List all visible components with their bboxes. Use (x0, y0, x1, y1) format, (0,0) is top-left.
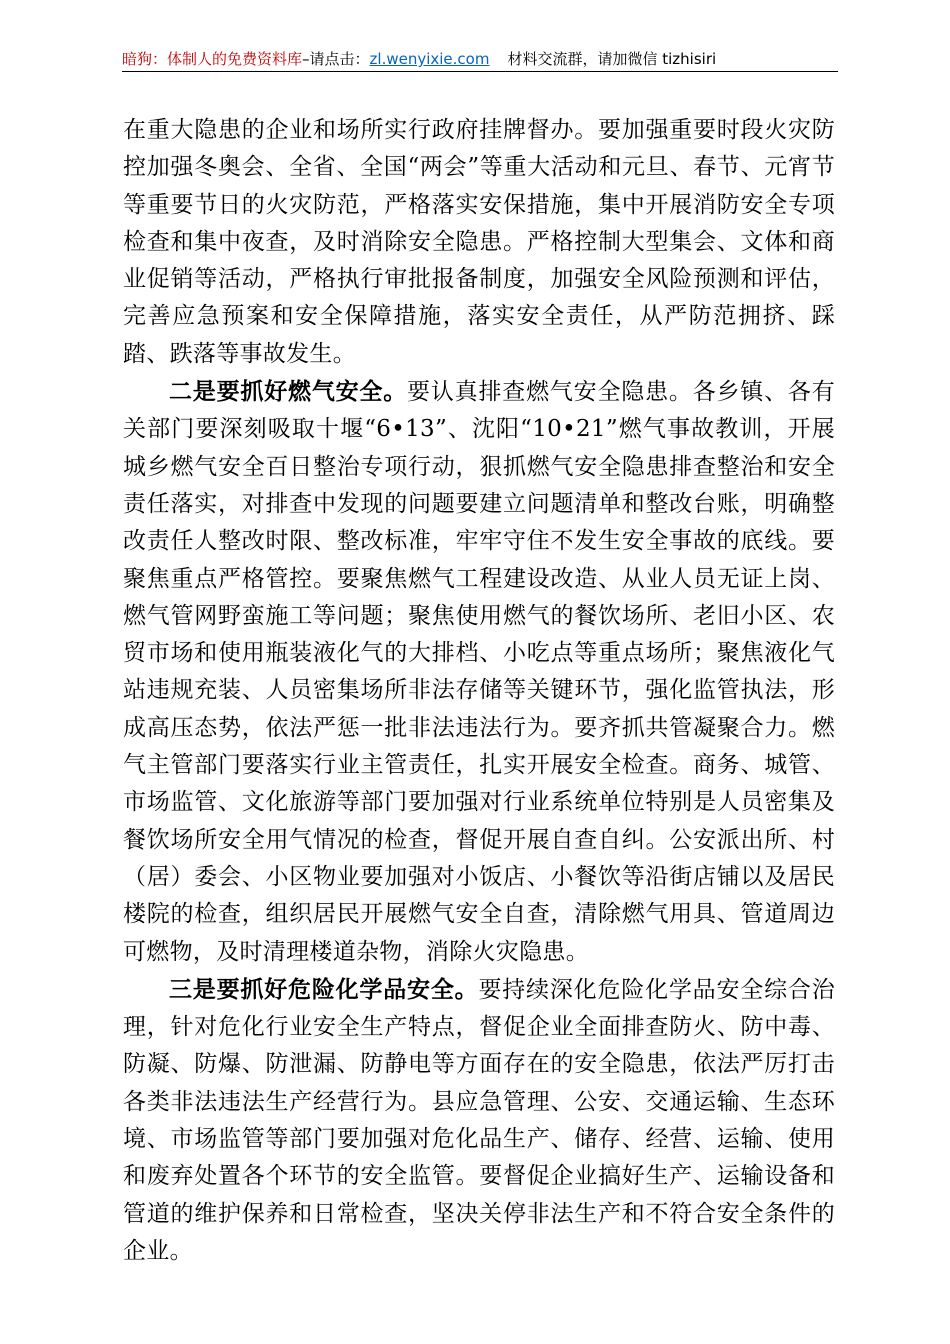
paragraph-text: 在重大隐患的企业和场所实行政府挂牌督办。要加强重要时段火灾防控加强冬奥会、全省、全国“两会”等重大活动和元旦、春节、元宵节等重要节日的火灾防范，严格落实安保措施，集中开展消防安全专项检查和集中夜查，及时消除安全隐患。严格控制大型集会、文体和商业促销等活动，严格执行审批报备制度，加强安全风险预测和评估，完善应急预案和安全保障措施，落实安全责任，从严防范拥挤、踩踏、跌落等事故发生。 (123, 117, 835, 367)
header-wechat-note: 材料交流群，请加微信 tizhisiri (507, 50, 717, 68)
paragraph-heading: 二是要抓好燃气安全。 (169, 378, 408, 406)
paragraph-continued (123, 112, 835, 373)
paragraph-text: 要持续深化危险化学品安全综合治理，针对危化行业安全生产特点，督促企业全面排查防火、防中毒、防凝、防爆、防泄漏、防静电等方面存在的安全隐患，依法严厉打击各类非法违法生产经营行为。县应急管理、公安、交通运输、生态环境、市场监管等部门要加强对危化品生产、储存、经营、运输、使用和废弃处置各个环节的安全监管。要督促企业搞好生产、运输设备和管道的维护保养和日常检查，坚决关停非法生产和不符合安全条件的企业。 (123, 976, 836, 1264)
header-divider (122, 71, 838, 72)
page-header (122, 46, 838, 72)
header-click-prompt: –请点击： (302, 50, 370, 68)
header-link[interactable]: zl.wenyixie.com (369, 50, 490, 68)
paragraph-text: 要认真排查燃气安全隐患。各乡镇、各有关部门要深刻吸取十堰“6•13”、沈阳“10•21”燃气事故教训，开展城乡燃气安全百日整治专项行动，狠抓燃气安全隐患排查整治和安全责任落实，对排查中发现的问题要建立问题清单和整改台账，明确整改责任人整改时限、整改标准，牢牢守住不发生安全事故的底线。要聚焦重点严格管控。要聚焦燃气工程建设改造、从业人员无证上岗、燃气管网野蛮施工等问题；聚焦使用燃气的餐饮场所、老旧小区、农贸市场和使用瓶装液化气的大排档、小吃点等重点场所；聚焦液化气站违规充装、人员密集场所非法存储等关键环节，强化监管执法，形成高压态势，依法严惩一批非法违法行为。要齐抓共管凝聚合力。燃气主管部门要落实行业主管责任，扎实开展安全检查。商务、城管、市场监管、文化旅游等部门要加强对行业系统单位特别是人员密集及餐饮场所安全用气情况的检查，督促开展自查自纠。公安派出所、村（居）委会、小区物业要加强对小饭店、小餐饮等沿街店铺以及居民楼院的检查，组织居民开展燃气安全自查，清除燃气用具、管道周边可燃物，及时清理楼道杂物，消除火灾隐患。 (123, 379, 836, 965)
paragraph-hazardous-chemicals (123, 971, 835, 1270)
document-body (123, 112, 835, 1270)
paragraph-heading: 三是要抓好危险化学品安全。 (169, 975, 479, 1003)
paragraph-gas-safety (123, 373, 835, 971)
header-site-name: 暗狗：体制人的免费资料库 (122, 50, 303, 68)
